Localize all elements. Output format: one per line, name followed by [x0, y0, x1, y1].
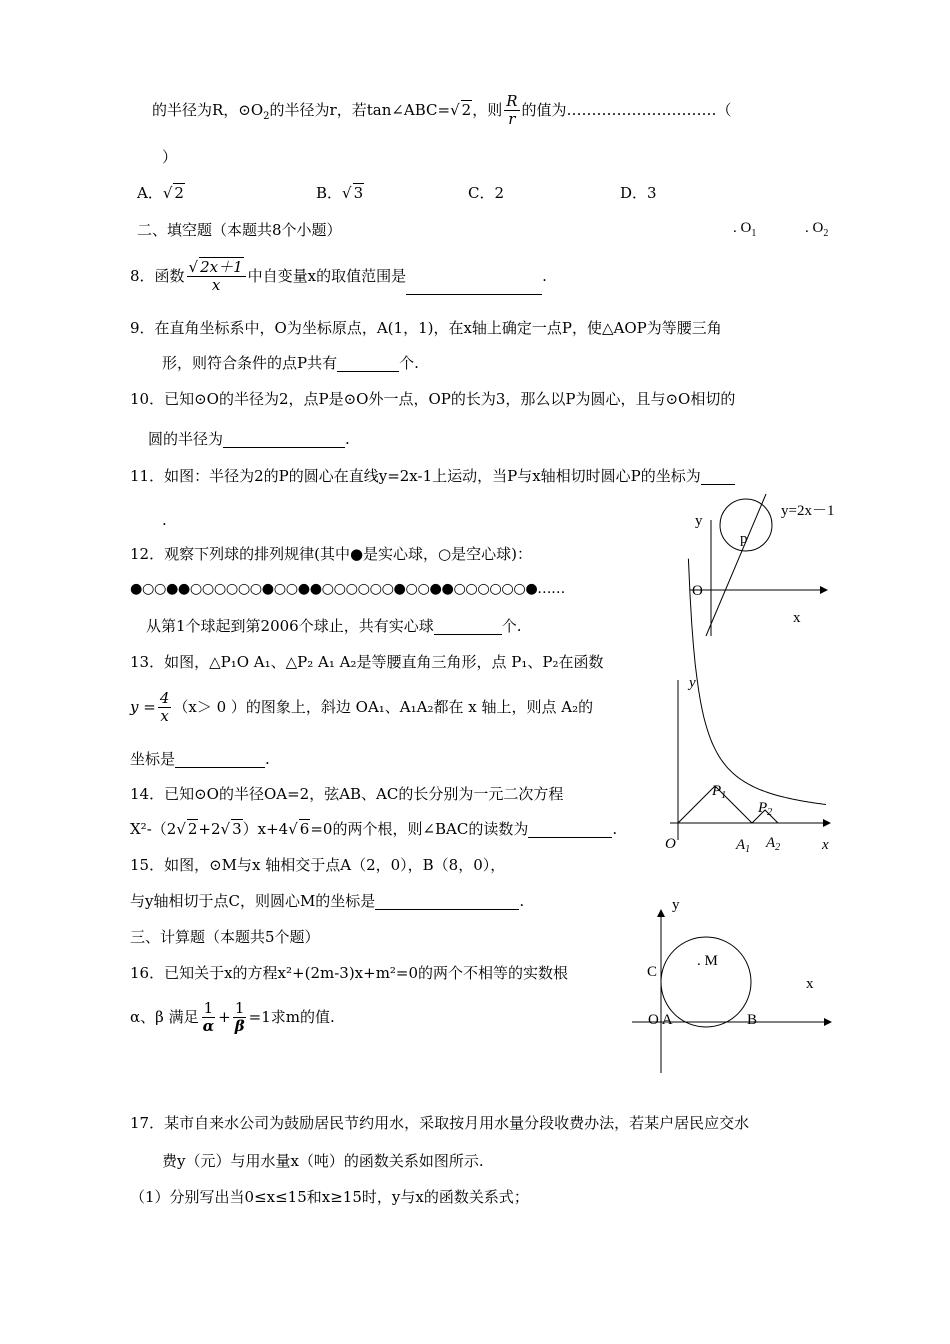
q16-line1: 16．已知关于x的方程x²+(2m-3)x+m²=0的两个不相等的实数根 [130, 964, 569, 982]
fig13-p2-sub: 2 [767, 807, 773, 818]
option-b-val: 3 [353, 184, 364, 202]
fig11-label-line: y=2x－1 [781, 503, 835, 519]
q15-line1: 15．如图，⊙M与x 轴相交于点A（2，0），B（8，0）， [130, 856, 506, 874]
q12-line3 [146, 617, 522, 635]
fig13-p1-sub: 1 [721, 790, 727, 801]
option-b: B．√ 3 [316, 184, 364, 202]
q16-fraction-2 [233, 1000, 247, 1036]
q10-answer-blank[interactable] [223, 433, 345, 448]
q7-frac-den: r [508, 110, 516, 129]
fig13-a1-text: A [736, 837, 746, 853]
label-o2 [805, 219, 828, 240]
q8-num-text: 2x＋1 [200, 258, 243, 276]
q16-plus: + [218, 1007, 231, 1026]
q16-line2-b: =1求m的值. [248, 1007, 335, 1026]
fig15-circle [661, 937, 751, 1027]
fig11-label-x: x [793, 610, 801, 626]
q13-line3-a: 坐标是 [130, 750, 176, 768]
fig15-label-oa: O A [648, 1012, 673, 1028]
option-b-label: B． [316, 184, 343, 202]
q14-answer-blank[interactable] [528, 823, 612, 838]
label-o1 [733, 219, 756, 240]
fig15-y-arrow [657, 909, 665, 917]
fig11-x-arrow [820, 586, 828, 594]
q12-balls: ●○○●●○○○○○○●○○●●○○○○○○●○○●●○○○○○○●…… [130, 581, 565, 597]
q15-line2-b: . [519, 892, 525, 910]
label-o2-sub: 2 [823, 228, 829, 239]
fig15-label-y: y [672, 897, 680, 913]
q8-answer-blank[interactable] [406, 280, 542, 295]
q12-line1: 12．观察下列球的排列规律(其中●是实心球，○是空心球)： [130, 545, 532, 563]
q17-line1: 17．某市自来水公司为鼓励居民节约用水，采取按月用水量分段收费办法，若某户居民应交水 [130, 1114, 750, 1132]
label-o1-sub: 1 [751, 228, 757, 239]
q17-line2: 费y（元）与用水量x（吨）的函数关系如图所示. [162, 1152, 484, 1170]
q13-answer-blank[interactable] [175, 753, 265, 768]
q13-fraction [158, 690, 172, 726]
q17-line3: （1）分别写出当0≤x≤15和x≥15时，y与x的函数关系式； [130, 1188, 529, 1206]
q16-f1-num: 1 [203, 999, 214, 1017]
option-a-val: 2 [174, 184, 184, 202]
q9-line2-a: 形，则符合条件的点P共有 [162, 354, 338, 372]
fig13-label-x: x [822, 837, 829, 853]
q11-line2: . [162, 511, 167, 529]
fig13-label-p1 [711, 783, 726, 801]
q7-frac-num: R [506, 92, 518, 110]
q9-answer-blank[interactable] [337, 357, 399, 372]
label-o2-text: . O [805, 220, 824, 236]
q14-text-e: . [612, 820, 618, 838]
q15-answer-blank[interactable] [375, 895, 519, 910]
q14-text-c: ）x+4 [242, 820, 289, 838]
q16-line2 [130, 1000, 335, 1036]
q12-answer-blank[interactable] [434, 620, 502, 635]
q8-fraction [187, 259, 246, 295]
option-a-label: A． [137, 184, 163, 202]
option-d: D．3 [620, 184, 657, 202]
q13-line3-b: . [265, 750, 270, 768]
q14-line1: 14．已知⊙O的半径OA=2，弦AB、AC的长分别为一元二次方程 [130, 785, 564, 803]
q8-numerator: √ 2x＋1 [187, 259, 246, 277]
q11-line1 [130, 467, 735, 485]
q13-y-eq: y = [130, 697, 156, 716]
q11-line1-text: 11．如图：半径为2的P的圆心在直线y=2x-1上运动，当P与x轴相切时圆心P的坐标为 [130, 467, 701, 485]
q7-line1: 的半径为R，$⊙O_2$的半径为r，若tan∠ABC=√ 2，则 $\frac{R}{r}$ 的值为…………………………（ [152, 92, 732, 129]
fig13-label-a1 [735, 837, 750, 855]
q8-end: . [542, 266, 547, 285]
q8-den: x [211, 276, 221, 295]
fig11-label-o: O [692, 583, 703, 599]
q9-line2-b: 个. [399, 354, 419, 372]
q16-f1-den: α [202, 1017, 215, 1036]
fig13-label-p2 [757, 800, 772, 818]
fig13-label-o: O [665, 836, 676, 852]
section-2-heading: 二、填空题（本题共8个小题） [137, 221, 342, 239]
option-c: C．2 [468, 184, 505, 202]
fig13-a2-text: A [766, 835, 776, 851]
q7-text-c: ，则 [472, 100, 503, 119]
fig11-line [706, 494, 766, 636]
q9-line1: 9．在直角坐标系中，O为坐标原点，A(1，1)，在x轴上确定一点P，使△AOP为等腰三角 [130, 319, 722, 337]
fig15-label-m: . M [697, 953, 718, 969]
q7-sub: 2 [263, 110, 270, 122]
q13-line1: 13．如图，△P₁O A₁、△P₂ A₁ A₂是等腰直角三角形，点 P₁、P₂在函数 [130, 653, 604, 671]
q14-root-1: 2 [187, 820, 198, 838]
q13-frac-den: x [160, 707, 169, 726]
fig11-label-y: y [695, 513, 703, 529]
q8-post: 中自变量x的取值范围是 [247, 266, 407, 285]
q16-line2-a: α、β 满足 [130, 1007, 199, 1026]
q12-line3-b: 个. [501, 617, 522, 635]
figure-15 [628, 893, 838, 1078]
q7-text-b: 的半径为r，若tan∠ABC= [269, 100, 451, 119]
fig15-label-x: x [806, 976, 814, 992]
fig15-x-arrow [824, 1018, 832, 1026]
q14-root-3: 6 [299, 820, 310, 838]
q8-pre: 8．函数 [130, 266, 185, 285]
q7-fraction [504, 93, 519, 129]
q13-line2-text: （x＞ 0 ）的图象上，斜边 OA₁、A₁A₂都在 x 轴上，则点 A₂的 [173, 697, 594, 716]
q14-text-b: +2 [198, 820, 221, 838]
q14-text-a: X²-（2 [130, 820, 177, 838]
q7-text-d: 的值为…………………………（ [521, 100, 732, 119]
q13-frac-num: 4 [159, 689, 170, 707]
q8 [130, 259, 547, 295]
q14-text-d: =0的两个根，则∠BAC的读数为 [310, 820, 529, 838]
fig13-a1-sub: 1 [745, 844, 751, 855]
q10-line2-a: 圆的半径为 [148, 430, 224, 448]
fig11-label-p: p [740, 531, 748, 547]
fig13-p2-text: P [758, 800, 768, 816]
label-o1-text: . O [733, 220, 752, 236]
fig15-label-b: B [747, 1012, 758, 1028]
q16-f2-den: β [234, 1017, 245, 1036]
q16-f2-num: 1 [234, 999, 245, 1017]
q7-line2: ） [162, 148, 178, 166]
q7-text-a: 的半径为R，⊙O [152, 100, 264, 119]
option-a: A．√ 2 [137, 184, 184, 202]
fig13-label-y: y [689, 675, 696, 691]
q14-root-2: 3 [232, 820, 242, 838]
q10-line1: 10．已知⊙O的半径为2，点P是⊙O外一点，OP的长为3，那么以P为圆心，且与⊙O相切的 [130, 390, 736, 408]
q9-line2 [162, 354, 419, 372]
q15-line2-a: 与y轴相切于点C，则圆心M的坐标是 [130, 892, 376, 910]
figure-11 [680, 490, 850, 640]
fig13-x-arrow [823, 819, 831, 827]
q13-line2 [130, 690, 593, 726]
fig13-a2-sub: 2 [775, 842, 781, 853]
figure-13 [660, 668, 840, 858]
q10-line2 [148, 430, 350, 448]
q11-answer-blank[interactable] [701, 470, 735, 485]
q10-line2-b: . [345, 430, 350, 448]
q13-line3 [130, 750, 270, 768]
q15-line2 [130, 892, 524, 910]
q12-line3-a: 从第1个球起到第2006个球止，共有实心球 [146, 617, 434, 635]
fig13-label-a2 [765, 835, 780, 853]
fig13-p1-text: P [712, 783, 722, 799]
q14-line2: X²-（2√ 2+2√ 3）x+4√ 6=0的两个根，则∠BAC的读数为 . [130, 820, 618, 838]
fig15-label-c: C [647, 964, 658, 980]
q7-tan-val: 2 [461, 100, 472, 119]
section-3-heading: 三、计算题（本题共5个题） [130, 928, 320, 946]
q16-fraction-1 [201, 1000, 217, 1036]
